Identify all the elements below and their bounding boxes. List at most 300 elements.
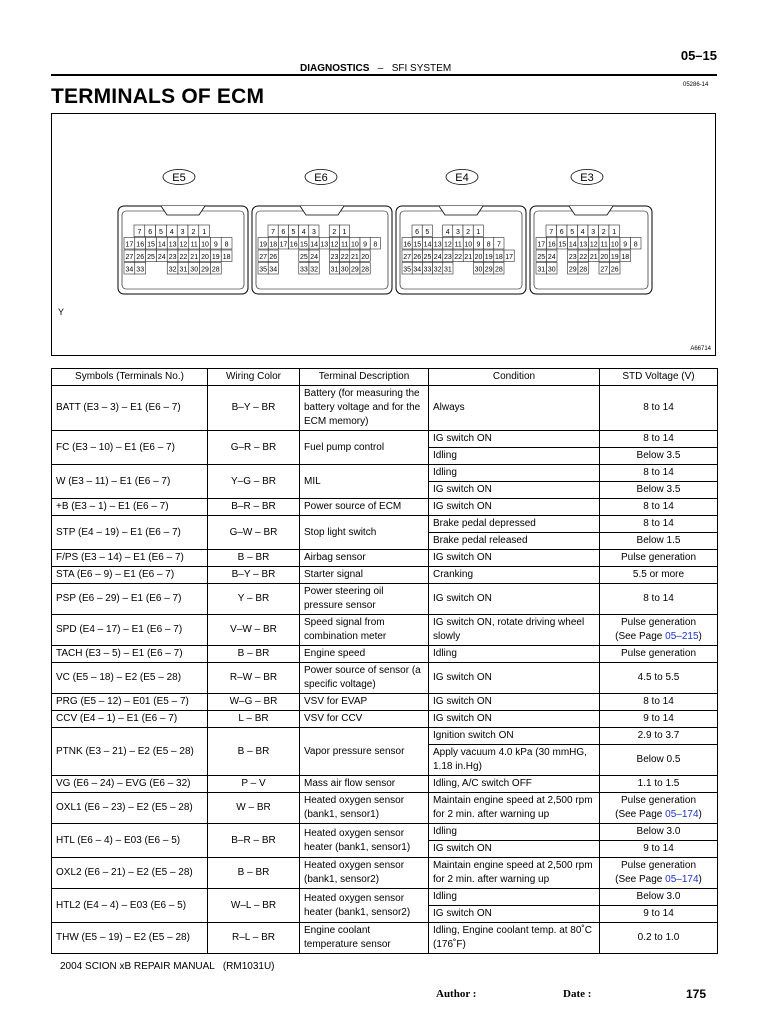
terminal-description: Engine coolant temperature sensor bbox=[300, 923, 429, 954]
condition-cell: IG switch ON bbox=[429, 663, 600, 694]
terminal-symbol: HTL (E6 – 4) – E03 (E6 – 5) bbox=[52, 824, 208, 858]
page-reference-link[interactable]: 05–174 bbox=[665, 809, 699, 820]
terminal-pin-number: 17 bbox=[505, 254, 513, 261]
condition-cell: Maintain engine speed at 2,500 rpm for 2 min. after warning up bbox=[429, 858, 600, 889]
terminal-pin-number: 27 bbox=[403, 254, 411, 261]
terminal-pin-number: 9 bbox=[476, 241, 481, 249]
terminal-pin-number: 4 bbox=[169, 229, 174, 236]
voltage-cell: 1.1 to 1.5 bbox=[600, 776, 718, 793]
terminal-symbol: W (E3 – 11) – E1 (E6 – 7) bbox=[52, 465, 208, 499]
terminal-pin-number: 24 bbox=[547, 254, 556, 261]
connector-latch bbox=[161, 206, 205, 215]
terminal-pin-number: 25 bbox=[423, 254, 432, 261]
terminal-pin-number: 33 bbox=[136, 266, 145, 274]
condition-cell: IG switch ON bbox=[429, 431, 600, 448]
connector-label: E3 bbox=[580, 172, 594, 184]
terminal-pin-number: 15 bbox=[300, 241, 308, 249]
table-row bbox=[52, 889, 718, 906]
condition-cell: Idling bbox=[429, 889, 600, 906]
voltage-value: Pulse generation bbox=[620, 860, 697, 871]
condition-cell: Apply vacuum 4.0 kPa (30 mmHG, 1.18 in.Hg) bbox=[429, 745, 600, 776]
terminal-pin-number: 1 bbox=[342, 229, 347, 236]
page-reference-link[interactable]: 05–215 bbox=[665, 631, 699, 642]
col-header-symbols: Symbols (Terminals No.) bbox=[52, 369, 208, 386]
terminal-pin-number: 25 bbox=[300, 254, 308, 261]
terminal-description: VSV for EVAP bbox=[300, 694, 429, 711]
terminal-pin-number: 8 bbox=[633, 241, 638, 249]
connector-label: E6 bbox=[314, 172, 328, 184]
wiring-color: B – BR bbox=[208, 646, 300, 663]
terminal-pin-number: 2 bbox=[466, 229, 471, 236]
terminal-pin-number: 12 bbox=[179, 241, 188, 249]
table-header-row bbox=[52, 369, 718, 386]
ecm-connector-diagram bbox=[52, 114, 715, 355]
see-page-close: ) bbox=[698, 874, 702, 885]
voltage-cell: 9 to 14 bbox=[600, 841, 718, 858]
voltage-cell: Pulse generation bbox=[600, 550, 718, 567]
terminal-pin-number: 1 bbox=[202, 229, 207, 236]
terminal-pin-number: 21 bbox=[464, 254, 473, 261]
terminal-symbol: STP (E4 – 19) – E1 (E6 – 7) bbox=[52, 516, 208, 550]
wiring-color: R–W – BR bbox=[208, 663, 300, 694]
terminal-pin-number: 22 bbox=[179, 254, 188, 261]
terminal-pin-number: 19 bbox=[484, 254, 493, 261]
col-header-condition: Condition bbox=[429, 369, 600, 386]
terminal-symbol: OXL2 (E6 – 21) – E2 (E5 – 28) bbox=[52, 858, 208, 889]
voltage-cell: 4.5 to 5.5 bbox=[600, 663, 718, 694]
terminal-pin-number: 26 bbox=[269, 254, 278, 261]
terminal-pin-number: 18 bbox=[222, 254, 231, 261]
terminal-description: Power source of sensor (a specific voltage) bbox=[300, 663, 429, 694]
table-row bbox=[52, 615, 718, 646]
terminal-pin-number: 13 bbox=[579, 241, 588, 249]
condition-cell: IG switch ON bbox=[429, 482, 600, 499]
wiring-color: W–L – BR bbox=[208, 889, 300, 923]
table-row bbox=[52, 711, 718, 728]
terminal-pin-number: 16 bbox=[136, 241, 145, 249]
terminal-pin-number: 29 bbox=[568, 266, 577, 274]
table-row bbox=[52, 923, 718, 954]
wiring-color: B – BR bbox=[208, 550, 300, 567]
condition-cell: IG switch ON bbox=[429, 906, 600, 923]
voltage-cell: 8 to 14 bbox=[600, 516, 718, 533]
terminal-pin-number: 12 bbox=[330, 241, 339, 249]
terminal-pin-number: 3 bbox=[591, 229, 596, 236]
wiring-color: W – BR bbox=[208, 793, 300, 824]
terminal-pin-number: 2 bbox=[601, 229, 606, 236]
voltage-cell: Below 1.5 bbox=[600, 533, 718, 550]
terminal-pin-number: 5 bbox=[425, 229, 430, 236]
terminal-pin-number: 17 bbox=[125, 241, 134, 249]
wiring-color: Y – BR bbox=[208, 584, 300, 615]
terminal-pin-number: 12 bbox=[444, 241, 452, 249]
terminal-pin-number: 12 bbox=[589, 241, 598, 249]
terminal-pin-number: 25 bbox=[537, 254, 546, 261]
condition-cell: IG switch ON bbox=[429, 550, 600, 567]
condition-cell: IG switch ON bbox=[429, 584, 600, 615]
terminal-pin-number: 2 bbox=[191, 229, 196, 236]
voltage-cell: 8 to 14 bbox=[600, 694, 718, 711]
wiring-color: B–R – BR bbox=[208, 824, 300, 858]
terminal-pin-number: 35 bbox=[259, 266, 267, 274]
system-name: SFI SYSTEM bbox=[391, 63, 452, 74]
terminal-pin-number: 6 bbox=[415, 229, 420, 236]
terminal-pin-number: 25 bbox=[147, 254, 155, 261]
terminal-pin-number: 18 bbox=[495, 254, 503, 261]
terminal-pin-number: 26 bbox=[136, 254, 145, 261]
connector-latch bbox=[300, 206, 344, 215]
terminal-pin-number: 31 bbox=[330, 266, 339, 274]
table-body bbox=[52, 386, 718, 954]
terminal-pin-number: 18 bbox=[269, 241, 278, 249]
terminal-pin-number: 11 bbox=[600, 241, 608, 249]
page-reference-link[interactable]: 05–174 bbox=[665, 874, 699, 885]
terminal-pin-number: 11 bbox=[454, 241, 462, 249]
terminal-pin-number: 29 bbox=[484, 266, 493, 274]
see-page-text: (See Page bbox=[615, 631, 666, 642]
table-row bbox=[52, 646, 718, 663]
table-row bbox=[52, 465, 718, 482]
terminal-description: Mass air flow sensor bbox=[300, 776, 429, 793]
section-name: DIAGNOSTICS bbox=[300, 63, 370, 74]
terminal-pin-number: 30 bbox=[474, 266, 483, 274]
wiring-color: B – BR bbox=[208, 858, 300, 889]
terminal-pin-number: 20 bbox=[600, 254, 609, 261]
condition-cell: Idling, Engine coolant temp. at 80˚C (176˚F) bbox=[429, 923, 600, 954]
terminal-pin-number: 7 bbox=[549, 229, 554, 236]
terminal-pin-number: 19 bbox=[259, 241, 267, 249]
terminal-pin-number: 35 bbox=[403, 266, 411, 274]
terminal-description: Battery (for measuring the battery voltage and for the ECM memory) bbox=[300, 386, 429, 431]
terminal-pin-number: 27 bbox=[259, 254, 267, 261]
terminal-symbol: PRG (E5 – 12) – E01 (E5 – 7) bbox=[52, 694, 208, 711]
table-row bbox=[52, 431, 718, 448]
terminal-pin-number: 6 bbox=[148, 229, 153, 236]
section-dash: – bbox=[377, 63, 384, 74]
voltage-cell: 8 to 14 bbox=[600, 584, 718, 615]
col-header-wiring: Wiring Color bbox=[208, 369, 300, 386]
terminal-pin-number: 10 bbox=[464, 241, 473, 249]
terminal-pin-number: 27 bbox=[600, 266, 609, 274]
terminal-description: Heated oxygen sensor heater (bank1, sensor1) bbox=[300, 824, 429, 858]
terminal-pin-number: 11 bbox=[341, 241, 349, 249]
terminal-pin-number: 30 bbox=[340, 266, 349, 274]
terminal-pin-number: 20 bbox=[474, 254, 483, 261]
terminal-symbol: SPD (E4 – 17) – E1 (E6 – 7) bbox=[52, 615, 208, 646]
terminal-pin-number: 27 bbox=[125, 254, 134, 261]
wiring-color: G–W – BR bbox=[208, 516, 300, 550]
terminal-pin-number: 19 bbox=[211, 254, 220, 261]
terminal-pin-number: 34 bbox=[125, 266, 134, 274]
terminal-pin-number: 4 bbox=[445, 229, 450, 236]
terminal-pin-number: 6 bbox=[559, 229, 564, 236]
terminal-symbol: HTL2 (E4 – 4) – E03 (E6 – 5) bbox=[52, 889, 208, 923]
condition-cell: IG switch ON bbox=[429, 694, 600, 711]
voltage-cell: 2.9 to 3.7 bbox=[600, 728, 718, 745]
voltage-cell: 5.5 or more bbox=[600, 567, 718, 584]
terminal-description: Heated oxygen sensor (bank1, sensor2) bbox=[300, 858, 429, 889]
terminal-pin-number: 15 bbox=[558, 241, 567, 249]
terminal-pin-number: 13 bbox=[168, 241, 177, 249]
terminal-description: Fuel pump control bbox=[300, 431, 429, 465]
terminal-pin-number: 34 bbox=[413, 266, 422, 274]
terminal-pin-number: 7 bbox=[496, 241, 501, 249]
condition-cell: Idling bbox=[429, 448, 600, 465]
terminal-pin-number: 23 bbox=[568, 254, 577, 261]
terminal-pin-number: 14 bbox=[157, 241, 166, 249]
terminal-pin-number: 9 bbox=[363, 241, 368, 249]
terminal-pin-number: 24 bbox=[433, 254, 442, 261]
terminal-pin-number: 28 bbox=[495, 266, 503, 274]
terminal-pin-number: 3 bbox=[311, 229, 316, 236]
terminal-pin-number: 20 bbox=[201, 254, 209, 261]
terminal-symbol: +B (E3 – 1) – E1 (E6 – 7) bbox=[52, 499, 208, 516]
terminal-description: Power steering oil pressure sensor bbox=[300, 584, 429, 615]
table-row bbox=[52, 728, 718, 745]
terminal-pin-number: 10 bbox=[610, 241, 619, 249]
condition-cell: Brake pedal released bbox=[429, 533, 600, 550]
condition-cell: Ignition switch ON bbox=[429, 728, 600, 745]
terminal-description: Engine speed bbox=[300, 646, 429, 663]
figure-ref: A66714 bbox=[690, 346, 711, 352]
condition-cell: Brake pedal depressed bbox=[429, 516, 600, 533]
connector-latch bbox=[569, 206, 613, 215]
voltage-cell: 8 to 14 bbox=[600, 386, 718, 431]
terminal-pin-number: 18 bbox=[621, 254, 630, 261]
voltage-cell: 8 to 14 bbox=[600, 431, 718, 448]
voltage-cell: Pulse generation bbox=[600, 646, 718, 663]
terminal-pin-number: 7 bbox=[271, 229, 276, 236]
connector-label: E5 bbox=[172, 172, 186, 184]
table-row bbox=[52, 776, 718, 793]
section-header bbox=[300, 63, 451, 74]
voltage-cell bbox=[600, 858, 718, 889]
voltage-cell: Below 3.0 bbox=[600, 824, 718, 841]
terminal-pin-number: 28 bbox=[211, 266, 220, 274]
terminal-pin-number: 14 bbox=[310, 241, 318, 249]
terminal-pin-number: 31 bbox=[444, 266, 452, 274]
terminal-pin-number: 16 bbox=[547, 241, 556, 249]
terminal-pin-number: 20 bbox=[361, 254, 369, 261]
condition-cell: IG switch ON bbox=[429, 841, 600, 858]
terminal-pin-number: 26 bbox=[413, 254, 422, 261]
terminal-symbol: TACH (E3 – 5) – E1 (E6 – 7) bbox=[52, 646, 208, 663]
terminal-description: Stop light switch bbox=[300, 516, 429, 550]
terminal-pin-number: 24 bbox=[310, 254, 318, 261]
terminal-pin-number: 7 bbox=[137, 229, 142, 236]
terminal-pin-number: 29 bbox=[351, 266, 359, 274]
terminal-pin-number: 32 bbox=[433, 266, 442, 274]
terminal-pin-number: 2 bbox=[332, 229, 337, 236]
terminal-pin-number: 8 bbox=[486, 241, 491, 249]
terminal-pin-number: 14 bbox=[423, 241, 432, 249]
voltage-value: Pulse generation bbox=[620, 795, 697, 806]
col-header-voltage: STD Voltage (V) bbox=[600, 369, 718, 386]
terminal-symbol: STA (E6 – 9) – E1 (E6 – 7) bbox=[52, 567, 208, 584]
terminal-pin-number: 3 bbox=[180, 229, 185, 236]
terminal-pin-number: 17 bbox=[537, 241, 546, 249]
terminal-pin-number: 8 bbox=[373, 241, 378, 249]
terminal-pin-number: 8 bbox=[224, 241, 229, 249]
table-row bbox=[52, 663, 718, 694]
table-row bbox=[52, 499, 718, 516]
terminal-pin-number: 10 bbox=[351, 241, 359, 249]
terminal-pin-number: 34 bbox=[269, 266, 278, 274]
terminal-pin-number: 21 bbox=[351, 254, 359, 261]
terminal-pin-number: 17 bbox=[279, 241, 288, 249]
terminal-pin-number: 23 bbox=[168, 254, 177, 261]
terminal-description: Power source of ECM bbox=[300, 499, 429, 516]
condition-cell: Idling bbox=[429, 465, 600, 482]
voltage-cell: 8 to 14 bbox=[600, 465, 718, 482]
terminal-symbol: VC (E5 – 18) – E2 (E5 – 28) bbox=[52, 663, 208, 694]
table-row bbox=[52, 516, 718, 533]
condition-cell: Idling bbox=[429, 824, 600, 841]
terminal-pin-number: 13 bbox=[320, 241, 329, 249]
terminal-pin-number: 5 bbox=[570, 229, 575, 236]
voltage-cell: 0.2 to 1.0 bbox=[600, 923, 718, 954]
voltage-cell: 8 to 14 bbox=[600, 499, 718, 516]
terminal-pin-number: 4 bbox=[580, 229, 585, 236]
terminal-pin-number: 3 bbox=[455, 229, 460, 236]
terminal-description: Speed signal from combination meter bbox=[300, 615, 429, 646]
terminal-pin-number: 23 bbox=[444, 254, 452, 261]
terminal-pin-number: 19 bbox=[610, 254, 619, 261]
terminal-pin-number: 26 bbox=[610, 266, 619, 274]
table-row bbox=[52, 824, 718, 841]
wiring-color: G–R – BR bbox=[208, 431, 300, 465]
condition-cell: Maintain engine speed at 2,500 rpm for 2 min. after warning up bbox=[429, 793, 600, 824]
terminal-pin-number: 9 bbox=[213, 241, 218, 249]
terminal-pin-number: 22 bbox=[579, 254, 588, 261]
terminal-pin-number: 5 bbox=[291, 229, 296, 236]
terminal-pin-number: 29 bbox=[201, 266, 209, 274]
wiring-color: V–W – BR bbox=[208, 615, 300, 646]
terminal-symbol: PTNK (E3 – 21) – E2 (E5 – 28) bbox=[52, 728, 208, 776]
condition-cell: IG switch ON, rotate driving wheel slowly bbox=[429, 615, 600, 646]
condition-cell: Idling bbox=[429, 646, 600, 663]
condition-cell: IG switch ON bbox=[429, 499, 600, 516]
terminal-pin-number: 10 bbox=[201, 241, 209, 249]
voltage-cell: 9 to 14 bbox=[600, 906, 718, 923]
condition-cell: IG switch ON bbox=[429, 711, 600, 728]
author-label: Author : bbox=[436, 988, 477, 1000]
table-row bbox=[52, 567, 718, 584]
see-page-text: (See Page bbox=[615, 809, 666, 820]
see-page-close: ) bbox=[698, 631, 702, 642]
condition-cell: Cranking bbox=[429, 567, 600, 584]
voltage-cell bbox=[600, 615, 718, 646]
terminal-pin-number: 22 bbox=[340, 254, 349, 261]
terminal-symbol: F/PS (E3 – 14) – E1 (E6 – 7) bbox=[52, 550, 208, 567]
connector-latch bbox=[439, 206, 483, 215]
manual-title: 2004 SCION xB REPAIR MANUAL (RM1031U) bbox=[60, 961, 275, 972]
terminal-description: MIL bbox=[300, 465, 429, 499]
terminal-symbol: CCV (E4 – 1) – E1 (E6 – 7) bbox=[52, 711, 208, 728]
terminal-symbol: VG (E6 – 24) – EVG (E6 – 32) bbox=[52, 776, 208, 793]
terminal-pin-number: 33 bbox=[423, 266, 432, 274]
terminal-description: Starter signal bbox=[300, 567, 429, 584]
terminal-pin-number: 21 bbox=[190, 254, 199, 261]
date-label: Date : bbox=[563, 988, 592, 1000]
terminal-pin-number: 15 bbox=[147, 241, 155, 249]
terminal-description: Airbag sensor bbox=[300, 550, 429, 567]
voltage-cell: Below 3.5 bbox=[600, 482, 718, 499]
figure-letter: Y bbox=[58, 307, 65, 317]
terminal-pin-number: 9 bbox=[623, 241, 628, 249]
wiring-color: B–Y – BR bbox=[208, 567, 300, 584]
terminal-pin-number: 22 bbox=[454, 254, 462, 261]
terminal-symbol: FC (E3 – 10) – E1 (E6 – 7) bbox=[52, 431, 208, 465]
wiring-color: B – BR bbox=[208, 728, 300, 776]
page-title: TERMINALS OF ECM bbox=[51, 85, 265, 108]
terminal-pin-number: 28 bbox=[579, 266, 588, 274]
header-rule bbox=[51, 74, 717, 76]
terminal-pin-number: 31 bbox=[179, 266, 188, 274]
terminal-description: VSV for CCV bbox=[300, 711, 429, 728]
wiring-color: L – BR bbox=[208, 711, 300, 728]
see-page-close: ) bbox=[698, 809, 702, 820]
condition-cell: Always bbox=[429, 386, 600, 431]
terminal-pin-number: 1 bbox=[612, 229, 617, 236]
table-row bbox=[52, 386, 718, 431]
col-header-description: Terminal Description bbox=[300, 369, 429, 386]
figure-code: 05286-14 bbox=[683, 82, 709, 88]
condition-cell: Idling, A/C switch OFF bbox=[429, 776, 600, 793]
table-row bbox=[52, 550, 718, 567]
ecm-terminal-table bbox=[51, 368, 718, 954]
voltage-value: Pulse generation bbox=[620, 617, 697, 628]
table-row bbox=[52, 858, 718, 889]
wiring-color: R–L – BR bbox=[208, 923, 300, 954]
connector-label: E4 bbox=[455, 172, 469, 184]
terminal-pin-number: 4 bbox=[301, 229, 306, 236]
terminal-pin-number: 14 bbox=[568, 241, 577, 249]
terminal-symbol: OXL1 (E6 – 23) – E2 (E5 – 28) bbox=[52, 793, 208, 824]
ecm-connector-figure bbox=[51, 113, 716, 356]
terminal-pin-number: 33 bbox=[300, 266, 308, 274]
terminal-pin-number: 30 bbox=[547, 266, 556, 274]
terminal-pin-number: 6 bbox=[281, 229, 286, 236]
terminal-pin-number: 28 bbox=[361, 266, 369, 274]
table-row bbox=[52, 584, 718, 615]
terminal-pin-number: 5 bbox=[159, 229, 163, 236]
terminal-pin-number: 11 bbox=[190, 241, 198, 249]
terminal-pin-number: 21 bbox=[589, 254, 598, 261]
voltage-cell: 9 to 14 bbox=[600, 711, 718, 728]
table-row bbox=[52, 793, 718, 824]
wiring-color: P – V bbox=[208, 776, 300, 793]
page-number: 175 bbox=[685, 987, 706, 1001]
terminal-symbol: PSP (E6 – 29) – E1 (E6 – 7) bbox=[52, 584, 208, 615]
voltage-cell: Below 3.5 bbox=[600, 448, 718, 465]
terminal-pin-number: 16 bbox=[289, 241, 298, 249]
terminal-pin-number: 32 bbox=[310, 266, 318, 274]
terminal-symbol: THW (E5 – 19) – E2 (E5 – 28) bbox=[52, 923, 208, 954]
wiring-color: Y–G – BR bbox=[208, 465, 300, 499]
wiring-color: W–G – BR bbox=[208, 694, 300, 711]
terminal-pin-number: 32 bbox=[168, 266, 177, 274]
terminal-pin-number: 30 bbox=[190, 266, 199, 274]
terminal-pin-number: 15 bbox=[413, 241, 422, 249]
terminal-pin-number: 31 bbox=[537, 266, 546, 274]
terminal-pin-number: 1 bbox=[476, 229, 481, 236]
terminal-description: Heated oxygen sensor (bank1, sensor1) bbox=[300, 793, 429, 824]
see-page-text: (See Page bbox=[615, 874, 666, 885]
voltage-cell: Below 0.5 bbox=[600, 745, 718, 776]
terminal-pin-number: 23 bbox=[330, 254, 339, 261]
terminal-pin-number: 16 bbox=[403, 241, 411, 249]
